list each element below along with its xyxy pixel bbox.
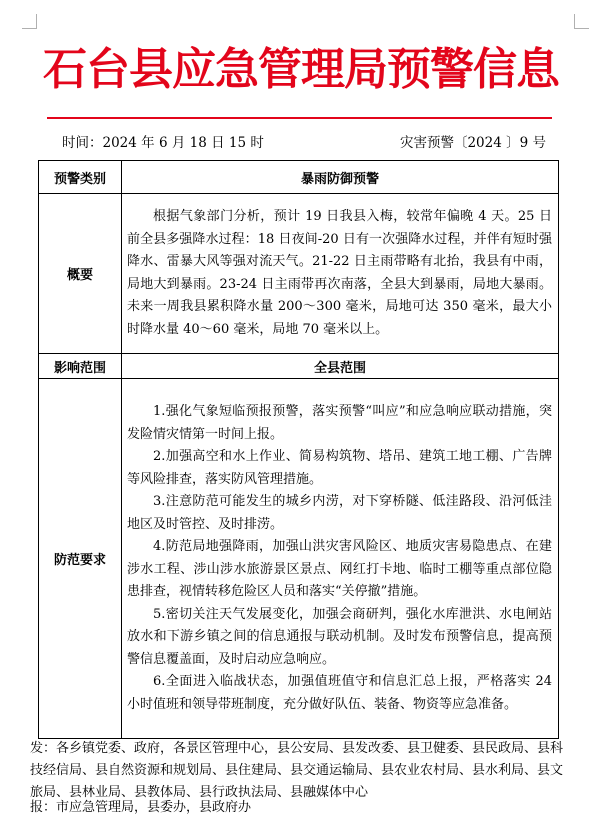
table-row-category	[39, 161, 559, 194]
requirement-item: 4.防范局地强降雨，加强山洪灾害风险区、地质灾害易隐患点、在建涉水工程、涉山涉水旅游景区景点、网红打卡地、临时工棚等重点部位隐患排查，视情转移危险区人员和落实“关停撤”措施。	[127, 539, 552, 599]
summary-text: 根据气象部门分析，预计 19 日我县入梅，较常年偏晚 4 天。25 日前全县多强降水过程：18 日夜间-20 日有一次强降水过程，并伴有短时强降水、雷暴大风等强对流天气。21-22 日主雨带略有北抬，我县有中雨，局地大到暴雨。23-24 日主雨带再次南落，全县大到暴雨，局地大暴雨。未来一周我县累积降水量 200～300 毫米，局地可达 350 毫米，最大小时降水量 40～60 毫米，局地 70 毫米以上。	[127, 209, 552, 337]
category-label: 预警类别	[39, 161, 122, 194]
table-row-summary	[39, 194, 559, 354]
scope-value: 全县范围	[122, 354, 559, 379]
issue-time: 时间：2024 年 6 月 18 日 15 时	[62, 135, 264, 151]
requirements-label: 防范要求	[39, 379, 122, 739]
table-row-scope	[39, 354, 559, 379]
table-row-requirements	[39, 379, 559, 739]
crop-mark-top-right	[574, 14, 589, 29]
requirement-item: 2.加强高空和水上作业、简易构筑物、塔吊、建筑工地工棚、广告牌等风险排查，落实防风管理措施。	[127, 449, 552, 487]
report-to: 报：市应急管理局，县委办，县政府办	[30, 800, 252, 815]
scope-label: 影响范围	[39, 354, 122, 379]
category-value: 暴雨防御预警	[122, 161, 559, 194]
requirement-item: 3.注意防范可能发生的城乡内涝，对下穿桥隧、低洼路段、沿河低洼地区及时管控、及时排涝。	[127, 494, 552, 532]
red-divider	[47, 117, 552, 119]
requirement-item: 1.强化气象短临预报预警，落实预警“叫应”和应急响应联动措施，突发险情灾情第一时间上报。	[127, 404, 552, 442]
document-number: 灾害预警〔2024 〕9 号	[399, 135, 546, 151]
warning-table	[38, 160, 559, 739]
summary-cell	[122, 194, 559, 354]
crop-mark-top-left	[22, 14, 37, 29]
summary-label: 概要	[39, 194, 122, 354]
requirement-item: 5.密切关注天气发展变化，加强会商研判，强化水库泄洪、水电闸站放水和下游乡镇之间的信息通报与联动机制。及时发布预警信息，提高预警信息覆盖面，及时启动应急响应。	[127, 606, 552, 667]
requirement-item: 6.全面进入临战状态，加强值班值守和信息汇总上报，严格落实 24 小时值班和领导带班制度，充分做好队伍、装备、物资等应急准备。	[127, 674, 552, 712]
document-title: 石台县应急管理局预警信息	[43, 44, 559, 95]
requirements-cell	[122, 379, 559, 739]
distribution-list: 发：各乡镇党委、政府，各景区管理中心，县公安局、县发改委、县卫健委、县民政局、县科技经信局、县自然资源和规划局、县住建局、县交通运输局、县农业农村局、县水利局、县文旅局、县林业局、县教体局、县行政执法局、县融媒体中心	[30, 741, 564, 800]
